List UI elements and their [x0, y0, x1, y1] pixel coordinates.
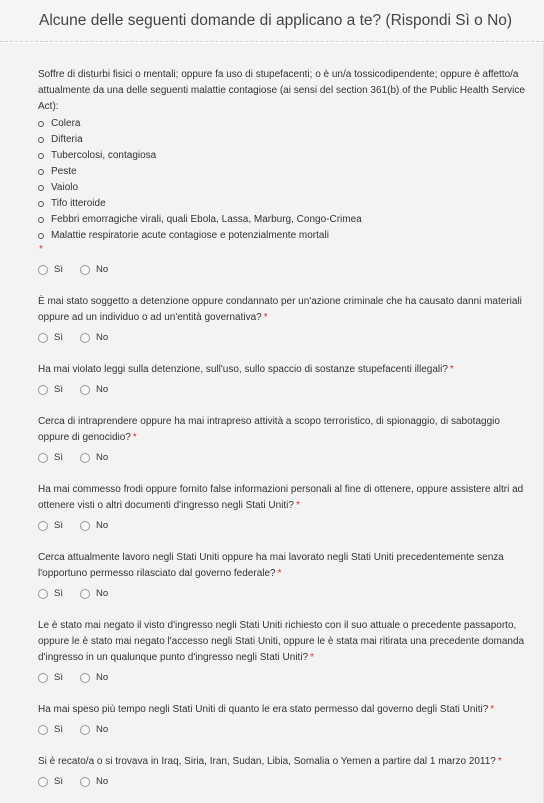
radio-circle-icon[interactable] — [80, 589, 90, 599]
circle-bullet-icon — [38, 201, 44, 207]
question-travel-countries — [38, 754, 530, 770]
required-mark: * — [449, 364, 454, 375]
question-text: È mai stato soggetto a detenzione oppure condannato per un'azione criminale che ha causato danni materiali oppure ad un individuo o ad un'entità governativa? — [38, 296, 522, 324]
required-mark: * — [497, 756, 502, 767]
radio-circle-icon[interactable] — [38, 453, 48, 463]
circle-bullet-icon — [38, 153, 44, 159]
section-header — [0, 0, 544, 42]
list-item: Tifo itteroide — [38, 196, 530, 212]
question-terrorism — [38, 414, 530, 446]
radio-circle-icon[interactable] — [38, 673, 48, 683]
question-health — [38, 67, 530, 256]
question-text: Cerca attualmente lavoro negli Stati Uniti oppure ha mai lavorato negli Stati Uniti precedentemente senza l'opportuno permesso rilasciato dal governo federale? — [38, 552, 504, 580]
question-overstay — [38, 702, 530, 718]
required-mark: * — [295, 500, 300, 512]
question-text: Ha mai violato leggi sulla detenzione, sull'uso, sullo spaccio di sostanze stupefacenti illegali? — [38, 364, 448, 375]
question-text: Le è stato mai negato il visto d'ingresso negli Stati Uniti richiesto con il suo attuale o precedente passaporto, oppure le è stato mai negato l'accesso negli Stati Uniti, oppure le è stata mai ritirata una precedente domanda d'ingresso in un qualunque punto d'ingresso negli Stati Uniti? — [38, 620, 525, 664]
list-item: Colera — [38, 116, 530, 132]
circle-bullet-icon — [38, 121, 44, 127]
question-text: Ha mai commesso frodi oppure fornito false informazioni personali al fine di ottenere, oppure assistere altri ad ottenere visti o altri documenti d'ingresso negli Stati Uniti? — [38, 484, 524, 512]
list-item: Malattie respiratorie acute contagiose e potenzialmente mortali — [38, 228, 530, 244]
required-mark: * — [490, 704, 495, 715]
radio-circle-icon[interactable] — [80, 453, 90, 463]
question-work — [38, 550, 530, 582]
radio-circle-icon[interactable] — [80, 265, 90, 275]
required-mark: * — [263, 312, 268, 324]
radio-circle-icon[interactable] — [38, 385, 48, 395]
question-visa-denied — [38, 618, 530, 667]
radio-circle-icon[interactable] — [38, 521, 48, 531]
radio-circle-icon[interactable] — [80, 777, 90, 787]
circle-bullet-icon — [38, 233, 44, 239]
required-mark: * — [132, 432, 137, 444]
question-criminal — [38, 294, 530, 326]
circle-bullet-icon — [38, 137, 44, 143]
section-title: Alcune delle seguenti domande di applicano a te? (Rispondi Sì o No) — [39, 12, 513, 29]
circle-bullet-icon — [38, 217, 44, 223]
radio-circle-icon[interactable] — [80, 725, 90, 735]
required-mark: * — [39, 243, 43, 255]
question-text: Soffre di disturbi fisici o mentali; oppure fa uso di stupefacenti; o è un/a tossicodipendente; oppure è affetto/a attualmente da una delle seguenti malattie contagiose (ai sensi del section 361(b) of the Public Health Service Act): — [38, 69, 525, 113]
question-drugs — [38, 362, 530, 378]
radio-circle-icon[interactable] — [80, 333, 90, 343]
list-item: Tubercolosi, contagiosa — [38, 148, 530, 164]
required-mark: * — [277, 568, 282, 580]
radio-circle-icon[interactable] — [38, 265, 48, 275]
disease-list — [38, 116, 530, 244]
radio-circle-icon[interactable] — [38, 725, 48, 735]
required-mark: * — [310, 652, 315, 664]
circle-bullet-icon — [38, 185, 44, 191]
list-item: Difteria — [38, 132, 530, 148]
question-text: Cerca di intraprendere oppure ha mai intrapreso attività a scopo terroristico, di spionaggio, di sabotaggio oppure di genocidio? — [38, 416, 500, 444]
radio-circle-icon[interactable] — [38, 589, 48, 599]
question-text: Si è recato/a o si trovava in Iraq, Siria, Iran, Sudan, Libia, Somalia o Yemen a partire dal 1 marzo 2011? — [38, 756, 496, 767]
question-fraud — [38, 482, 530, 514]
radio-circle-icon[interactable] — [80, 521, 90, 531]
list-item: Febbri emorragiche virali, quali Ebola, Lassa, Marburg, Congo-Crimea — [38, 212, 530, 228]
radio-circle-icon[interactable] — [80, 385, 90, 395]
list-item: Vaiolo — [38, 180, 530, 196]
list-item: Peste — [38, 164, 530, 180]
radio-circle-icon[interactable] — [38, 333, 48, 343]
radio-circle-icon[interactable] — [80, 673, 90, 683]
question-text: Ha mai speso più tempo negli Stati Uniti di quanto le era stato permesso dal governo degli Stati Uniti? — [38, 704, 489, 715]
radio-circle-icon[interactable] — [38, 777, 48, 787]
circle-bullet-icon — [38, 169, 44, 175]
